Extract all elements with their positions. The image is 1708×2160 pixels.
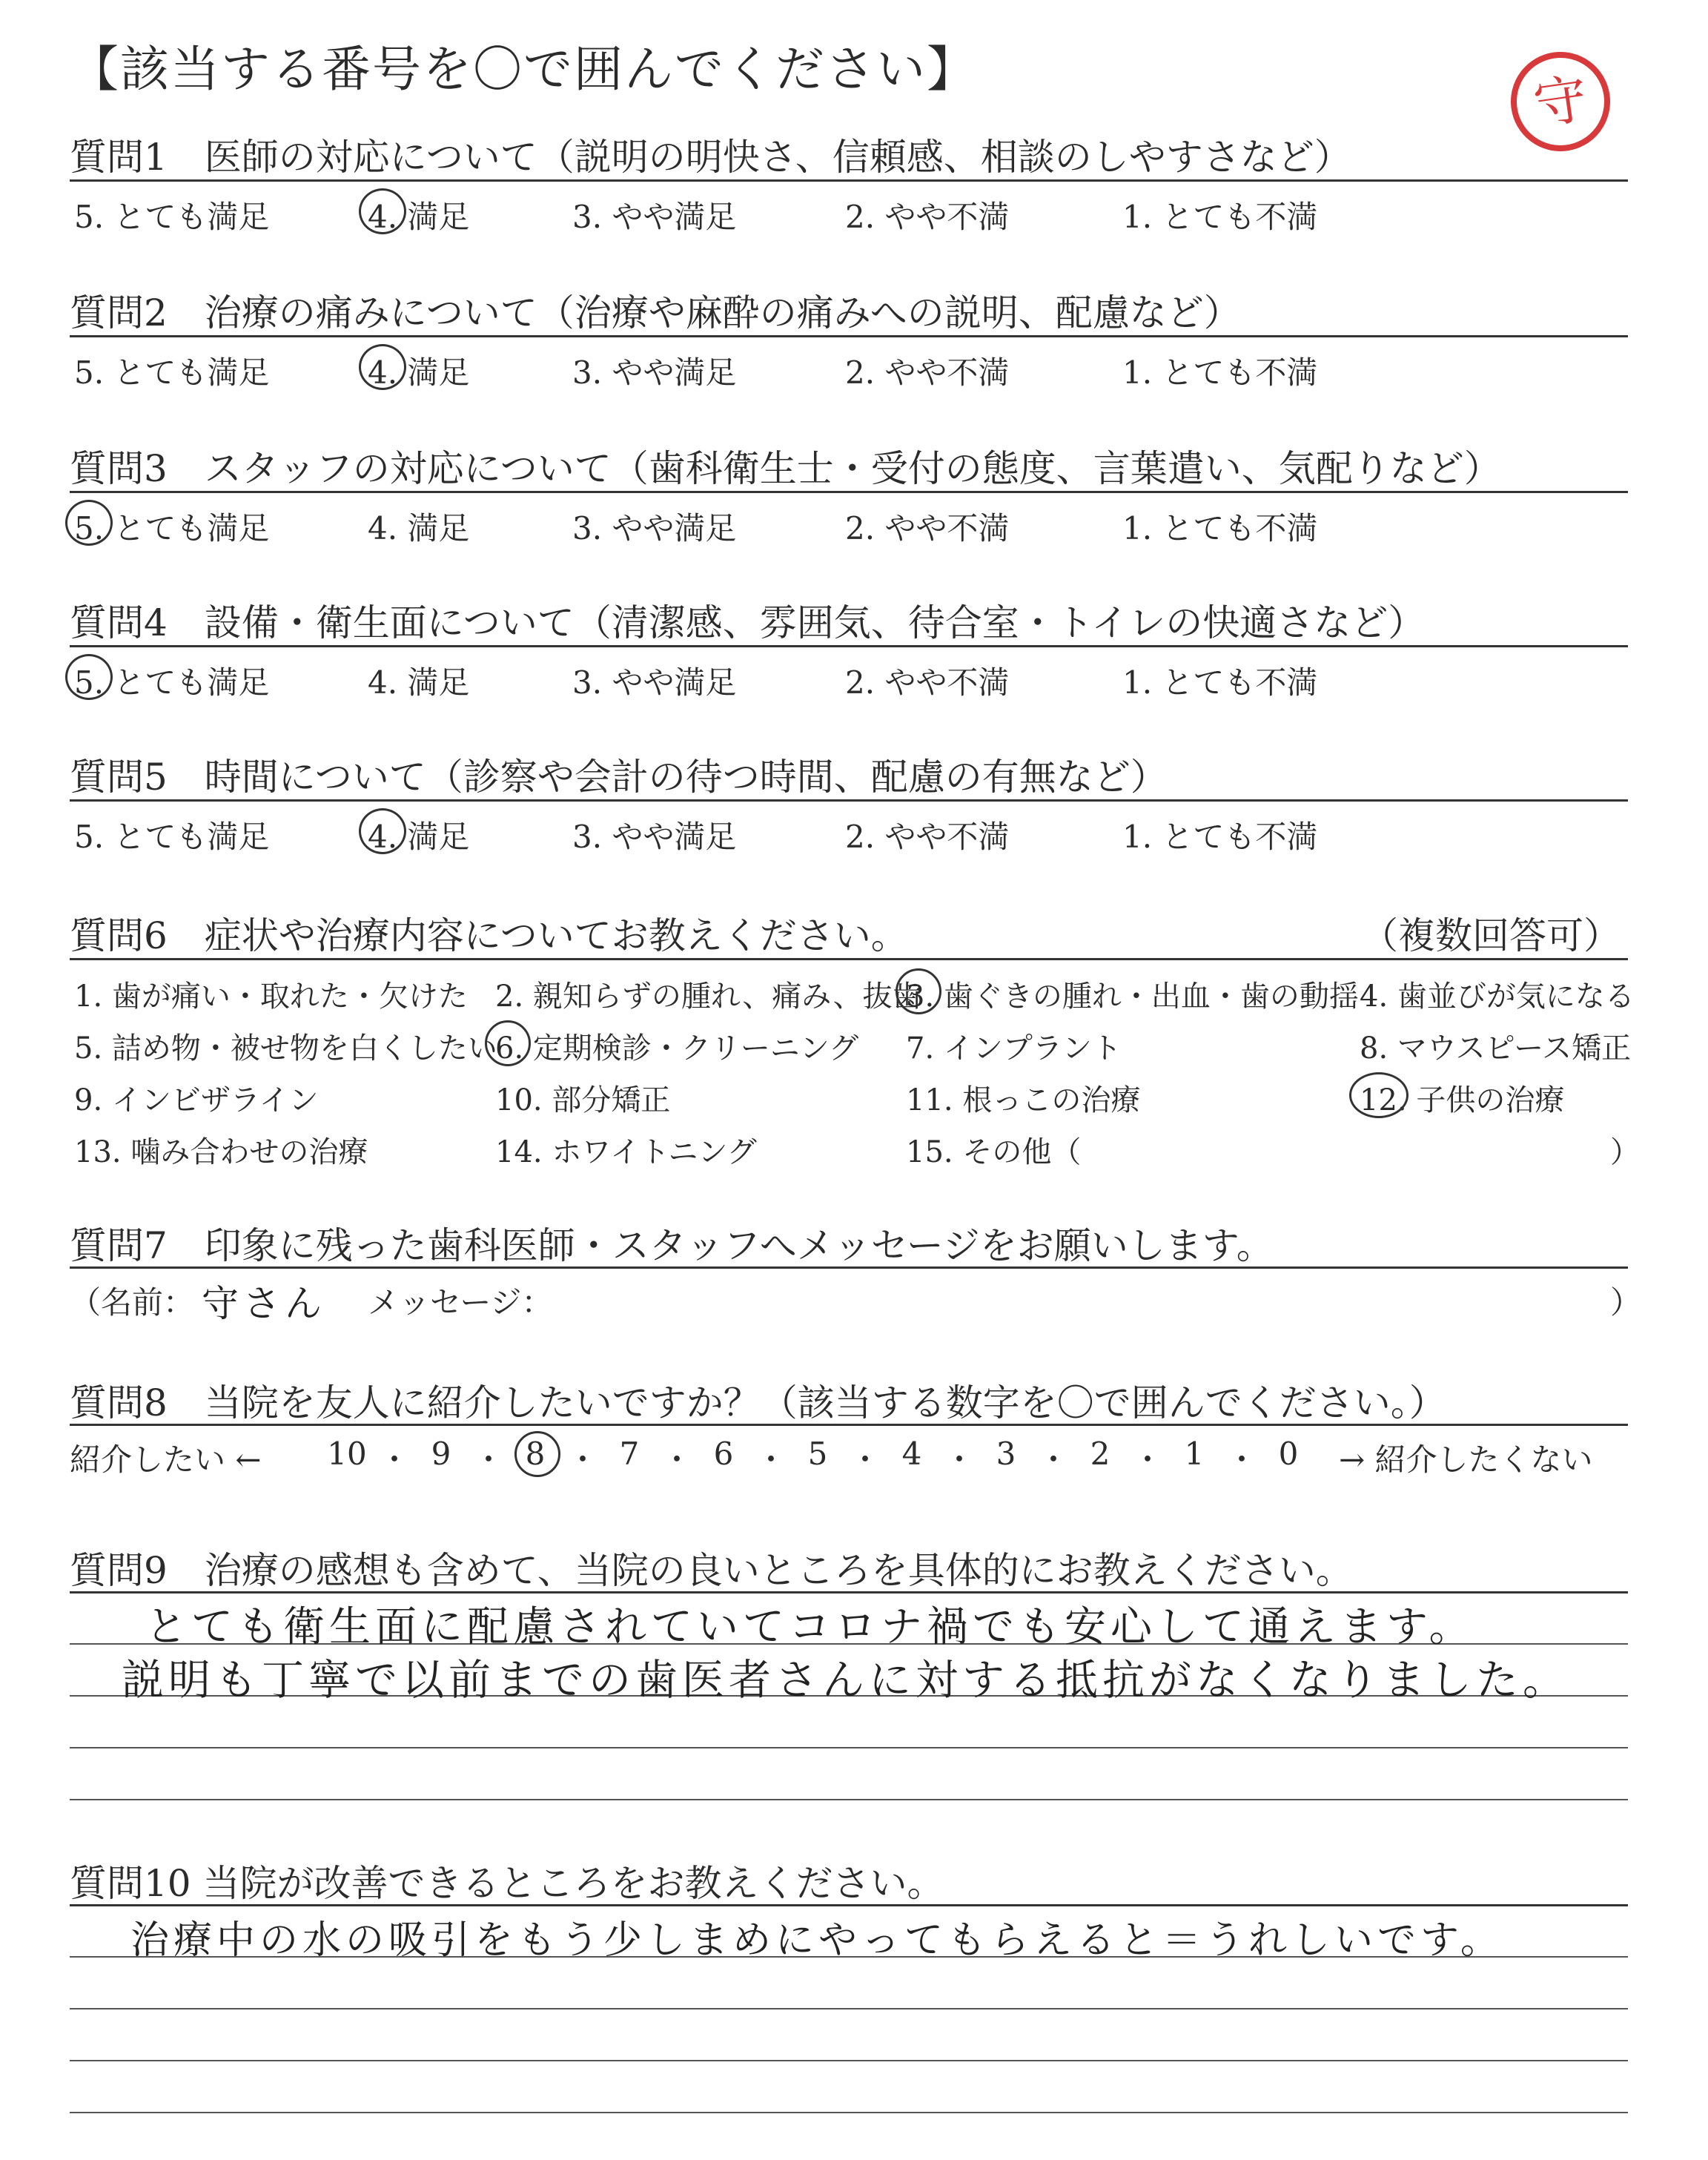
q1-option-1[interactable]: 1. とても不満: [1122, 199, 1318, 235]
q8-separator: ・: [472, 1441, 504, 1478]
q6-option-10[interactable]: 10. 部分矯正: [495, 1083, 671, 1117]
q6-heading: 質問6 症状や治療内容についてお教えください。: [70, 914, 908, 957]
q6-option-13[interactable]: 13. 噛み合わせの治療: [74, 1135, 368, 1169]
q5-option-4[interactable]: 4. 満足: [368, 819, 470, 855]
q3-option-2[interactable]: 2. やや不満: [845, 510, 1010, 546]
q8-number-3[interactable]: 3: [996, 1436, 1016, 1472]
q6-note: （複数回答可）: [1361, 914, 1621, 957]
q6-option-12[interactable]: 12. 子供の治療: [1360, 1083, 1565, 1117]
q8-separator: ・: [755, 1441, 787, 1478]
q8-number-4[interactable]: 4: [901, 1436, 922, 1472]
q1-option-3[interactable]: 3. やや満足: [572, 199, 737, 235]
q6-option-7[interactable]: 7. インプラント: [906, 1031, 1122, 1066]
q3-rule: [70, 491, 1628, 493]
q7-heading: 質問7 印象に残った歯科医師・スタッフへメッセージをお願いします。: [70, 1224, 1274, 1267]
q2-option-5[interactable]: 5. とても満足: [74, 354, 270, 391]
q8-number-9[interactable]: 9: [431, 1436, 451, 1472]
q2-heading: 質問2 治療の痛みについて（治療や麻酔の痛みへの説明、配慮など）: [70, 291, 1241, 334]
q6-option-6[interactable]: 6. 定期検診・クリーニング: [495, 1031, 859, 1066]
q3-option-5[interactable]: 5. とても満足: [74, 510, 270, 546]
q8-separator: ・: [1225, 1441, 1257, 1478]
q10-rule: [70, 1904, 1628, 1906]
q1-selection-circle: [359, 188, 406, 234]
q3-heading: 質問3 スタッフの対応について（歯科衛生士・受付の態度、言葉遣い、気配りなど）: [70, 447, 1501, 490]
q6-option-11[interactable]: 11. 根っこの治療: [906, 1083, 1141, 1117]
q1-option-4[interactable]: 4. 満足: [368, 199, 470, 235]
q8-number-1[interactable]: 1: [1184, 1436, 1205, 1472]
q6-option-8[interactable]: 8. マウスピース矯正: [1360, 1031, 1632, 1066]
q7-name-label: （名前：: [70, 1284, 195, 1321]
q6-option-9[interactable]: 9. インビザライン: [74, 1083, 319, 1117]
q8-separator: ・: [943, 1441, 975, 1478]
q8-number-5[interactable]: 5: [807, 1436, 828, 1472]
q6-option-5[interactable]: 5. 詰め物・被せ物を白くしたい: [74, 1031, 497, 1066]
q5-rule: [70, 799, 1628, 802]
q2-option-1[interactable]: 1. とても不満: [1122, 354, 1318, 391]
q8-right-label: → 紹介したくない: [1339, 1441, 1593, 1478]
q2-option-3[interactable]: 3. やや満足: [572, 354, 737, 391]
q6-option-2[interactable]: 2. 親知らずの腫れ、痛み、抜歯: [495, 980, 922, 1014]
q9-rule: [70, 1591, 1628, 1593]
q6-option-14[interactable]: 14. ホワイトニング: [495, 1135, 757, 1169]
q8-separator: ・: [1131, 1441, 1163, 1478]
q6-option-4[interactable]: 4. 歯並びが気になる: [1360, 980, 1635, 1014]
q8-separator: ・: [661, 1441, 692, 1478]
q6-selection-circle-12: [1349, 1072, 1409, 1118]
q5-option-3[interactable]: 3. やや満足: [572, 819, 737, 855]
q6-rule: [70, 958, 1628, 960]
q4-option-5[interactable]: 5. とても満足: [74, 664, 270, 701]
q10-line-2: [70, 2008, 1628, 2009]
q6-option-15[interactable]: 15. その他（: [906, 1135, 1082, 1169]
q8-number-0[interactable]: 0: [1278, 1436, 1299, 1472]
q1-rule: [70, 179, 1628, 182]
q9-heading: 質問9 治療の感想も含めて、当院の良いところを具体的にお教えください。: [70, 1549, 1353, 1592]
q2-option-2[interactable]: 2. やや不満: [845, 354, 1010, 391]
q4-heading: 質問4 設備・衛生面について（清潔感、雰囲気、待合室・トイレの快適さなど）: [70, 601, 1426, 644]
q10-line-4: [70, 2112, 1628, 2113]
q9-answer-line-2[interactable]: 説明も丁寧で以前までの歯医者さんに対する抵抗がなくなりました。: [122, 1656, 1569, 1705]
q9-line-4: [70, 1799, 1628, 1800]
q9-line-3: [70, 1747, 1628, 1748]
q6-option-16: ）: [1610, 1135, 1640, 1169]
q10-answer-line-1[interactable]: 治療中の水の吸引をもう少しまめにやってもらえると＝うれしいです。: [130, 1918, 1503, 1963]
q1-heading: 質問1 医師の対応について（説明の明快さ、信頼感、相談のしやすさなど）: [70, 136, 1351, 179]
name-stamp: 守: [1504, 45, 1616, 157]
q5-heading: 質問5 時間について（診察や会計の待つ時間、配慮の有無など）: [70, 756, 1168, 799]
q7-close-paren: ）: [1610, 1284, 1642, 1321]
q6-option-1[interactable]: 1. 歯が痛い・取れた・欠けた: [74, 980, 468, 1014]
q5-option-1[interactable]: 1. とても不満: [1122, 819, 1318, 855]
q4-option-2[interactable]: 2. やや不満: [845, 664, 1010, 701]
form-title: 【該当する番号を〇で囲んでください】: [70, 41, 977, 98]
q6-selection-circle-6: [485, 1020, 531, 1066]
q8-left-label: 紹介したい ←: [70, 1441, 262, 1478]
q4-rule: [70, 645, 1628, 647]
q4-option-1[interactable]: 1. とても不満: [1122, 664, 1318, 701]
q8-number-8[interactable]: 8: [525, 1436, 546, 1472]
q6-selection-circle-3: [896, 968, 941, 1014]
q8-separator: ・: [566, 1441, 598, 1478]
q2-selection-circle: [359, 344, 406, 390]
q5-selection-circle: [359, 808, 406, 854]
q8-separator: ・: [1037, 1441, 1069, 1478]
q5-option-2[interactable]: 2. やや不満: [845, 819, 1010, 855]
q5-option-5[interactable]: 5. とても満足: [74, 819, 270, 855]
q8-number-6[interactable]: 6: [713, 1436, 734, 1472]
q1-option-5[interactable]: 5. とても満足: [74, 199, 270, 235]
q3-option-1[interactable]: 1. とても不満: [1122, 510, 1318, 546]
q10-heading: 質問10 当院が改善できるところをお教えください。: [70, 1862, 944, 1905]
q8-number-2[interactable]: 2: [1090, 1436, 1110, 1472]
q7-name-value[interactable]: 守さん: [202, 1282, 326, 1325]
q8-separator: ・: [378, 1441, 410, 1478]
q8-number-7[interactable]: 7: [619, 1436, 640, 1472]
q2-option-4[interactable]: 4. 満足: [368, 354, 470, 391]
q3-option-3[interactable]: 3. やや満足: [572, 510, 737, 546]
q3-option-4[interactable]: 4. 満足: [368, 510, 470, 546]
q8-heading: 質問8 当院を友人に紹介したいですか？（該当する数字を〇で囲んでください。）: [70, 1381, 1446, 1424]
q1-option-2[interactable]: 2. やや不満: [845, 199, 1010, 235]
q4-option-3[interactable]: 3. やや満足: [572, 664, 737, 701]
q8-separator: ・: [849, 1441, 881, 1478]
q4-selection-circle: [65, 654, 113, 700]
q8-number-10[interactable]: 10: [327, 1436, 367, 1472]
q6-option-3[interactable]: 3. 歯ぐきの腫れ・出血・歯の動揺: [906, 980, 1359, 1014]
q10-line-3: [70, 2060, 1628, 2061]
q3-selection-circle: [65, 500, 113, 546]
q7-message-label: メッセージ：: [368, 1284, 553, 1321]
q8-rule: [70, 1424, 1628, 1426]
q4-option-4[interactable]: 4. 満足: [368, 664, 470, 701]
q7-rule: [70, 1266, 1628, 1269]
q8-selection-circle: [514, 1431, 560, 1477]
q2-rule: [70, 335, 1628, 337]
q9-answer-line-1[interactable]: とても衛生面に配慮されていてコロナ禍でも安心して通えます。: [145, 1603, 1475, 1651]
